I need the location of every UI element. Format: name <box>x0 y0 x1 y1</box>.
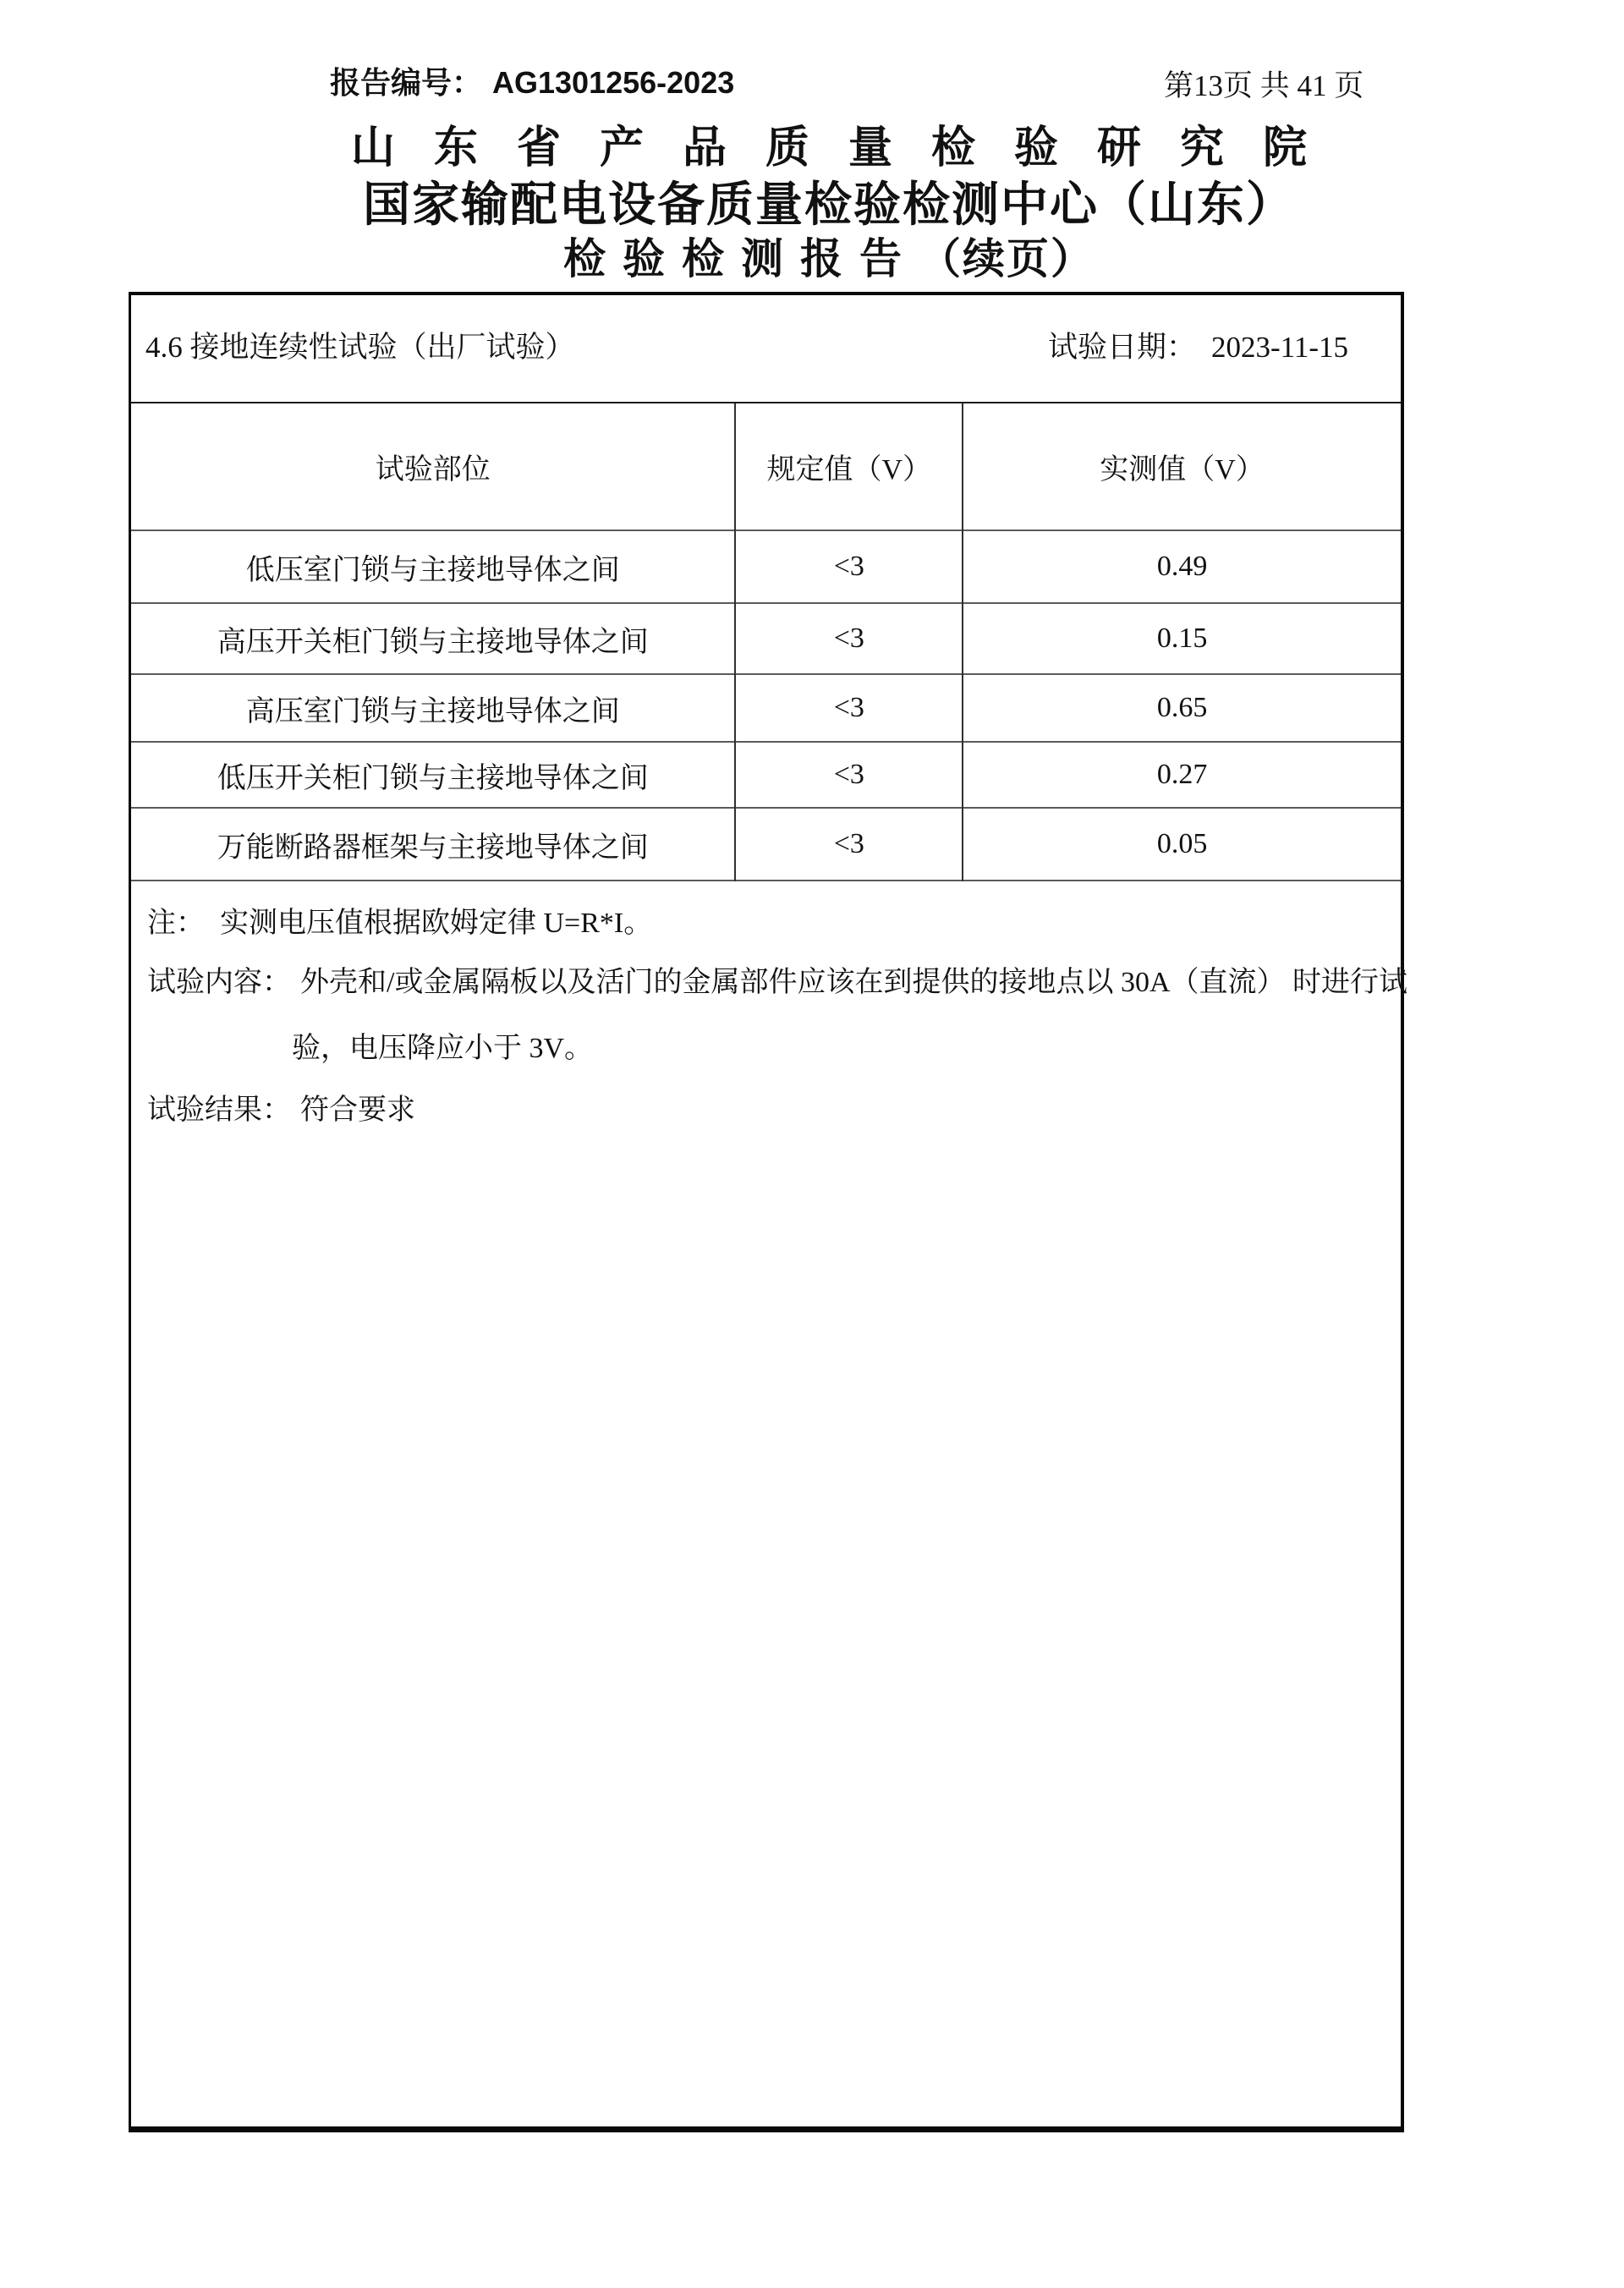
cell-spec-value: <3 <box>735 530 963 603</box>
cell-test-part: 高压开关柜门锁与主接地导体之间 <box>131 603 735 674</box>
test-date-value: 2023-11-15 <box>1211 331 1349 364</box>
cell-test-part: 低压开关柜门锁与主接地导体之间 <box>131 742 735 808</box>
report-title-suffix: （续页） <box>919 235 1095 283</box>
table-row <box>131 808 1401 881</box>
cell-measured-value: 0.49 <box>963 530 1401 603</box>
cell-spec-value: <3 <box>735 603 963 674</box>
cell-spec-value: <3 <box>735 742 963 808</box>
cell-test-part: 万能断路器框架与主接地导体之间 <box>131 808 735 881</box>
test-result-line <box>147 1086 415 1128</box>
test-date <box>1048 324 1348 366</box>
report-number-label: 报告编号： <box>330 65 483 100</box>
test-content-label: 试验内容： <box>147 967 291 998</box>
report-number <box>330 59 734 102</box>
cell-test-part: 高压室门锁与主接地导体之间 <box>131 674 735 742</box>
table-header-row <box>131 403 1401 530</box>
col-header-measured-value: 实测值（V） <box>963 403 1401 530</box>
table-row <box>131 674 1401 742</box>
cell-measured-value: 0.15 <box>963 603 1401 674</box>
note-line <box>147 899 652 941</box>
cell-measured-value: 0.27 <box>963 742 1401 808</box>
test-result-label: 试验结果： <box>147 1095 291 1126</box>
cell-measured-value: 0.05 <box>963 808 1401 881</box>
report-title-line <box>17 225 1624 286</box>
col-header-test-part: 试验部位 <box>375 454 491 486</box>
table-row <box>131 742 1401 808</box>
section-heading: 4.6 接地连续性试验（出厂试验） <box>145 331 575 364</box>
section-header-row <box>131 295 1401 403</box>
report-title-main: 检验检测报告 <box>563 235 919 283</box>
report-box <box>129 292 1407 2132</box>
institute-title-line1-text: 山东省产品质量检验研究院 <box>350 123 1346 173</box>
cell-measured-value: 0.65 <box>963 674 1401 742</box>
institute-title-line2: 国家输配电设备质量检验检测中心（山东） <box>363 178 1295 231</box>
cell-spec-value: <3 <box>735 674 963 742</box>
cell-test-part: 低压室门锁与主接地导体之间 <box>131 530 735 603</box>
test-content-line <box>147 958 1407 1000</box>
page-indicator: 第13页 共 41 页 <box>1164 69 1364 102</box>
cell-spec-value: <3 <box>735 808 963 881</box>
test-date-label: 试验日期： <box>1048 331 1197 364</box>
col-header-spec-value: 规定值（V） <box>735 403 963 530</box>
table-row <box>131 530 1401 603</box>
note-text: 实测电压值根据欧姆定律 U=R*I。 <box>220 908 653 939</box>
results-table <box>131 403 1401 881</box>
note-label: 注： <box>147 908 205 939</box>
test-content-text-line1: 外壳和/或金属隔板以及活门的金属部件应该在到提供的接地点以 30A（直流） 时进行试 <box>300 967 1407 998</box>
table-row <box>131 603 1401 674</box>
test-result-text: 符合要求 <box>300 1095 415 1126</box>
institute-title-line1 <box>17 112 1624 175</box>
test-content-continuation: 验，电压降应小于 3V。 <box>292 1033 594 1064</box>
report-number-value: AG1301256-2023 <box>492 65 735 100</box>
